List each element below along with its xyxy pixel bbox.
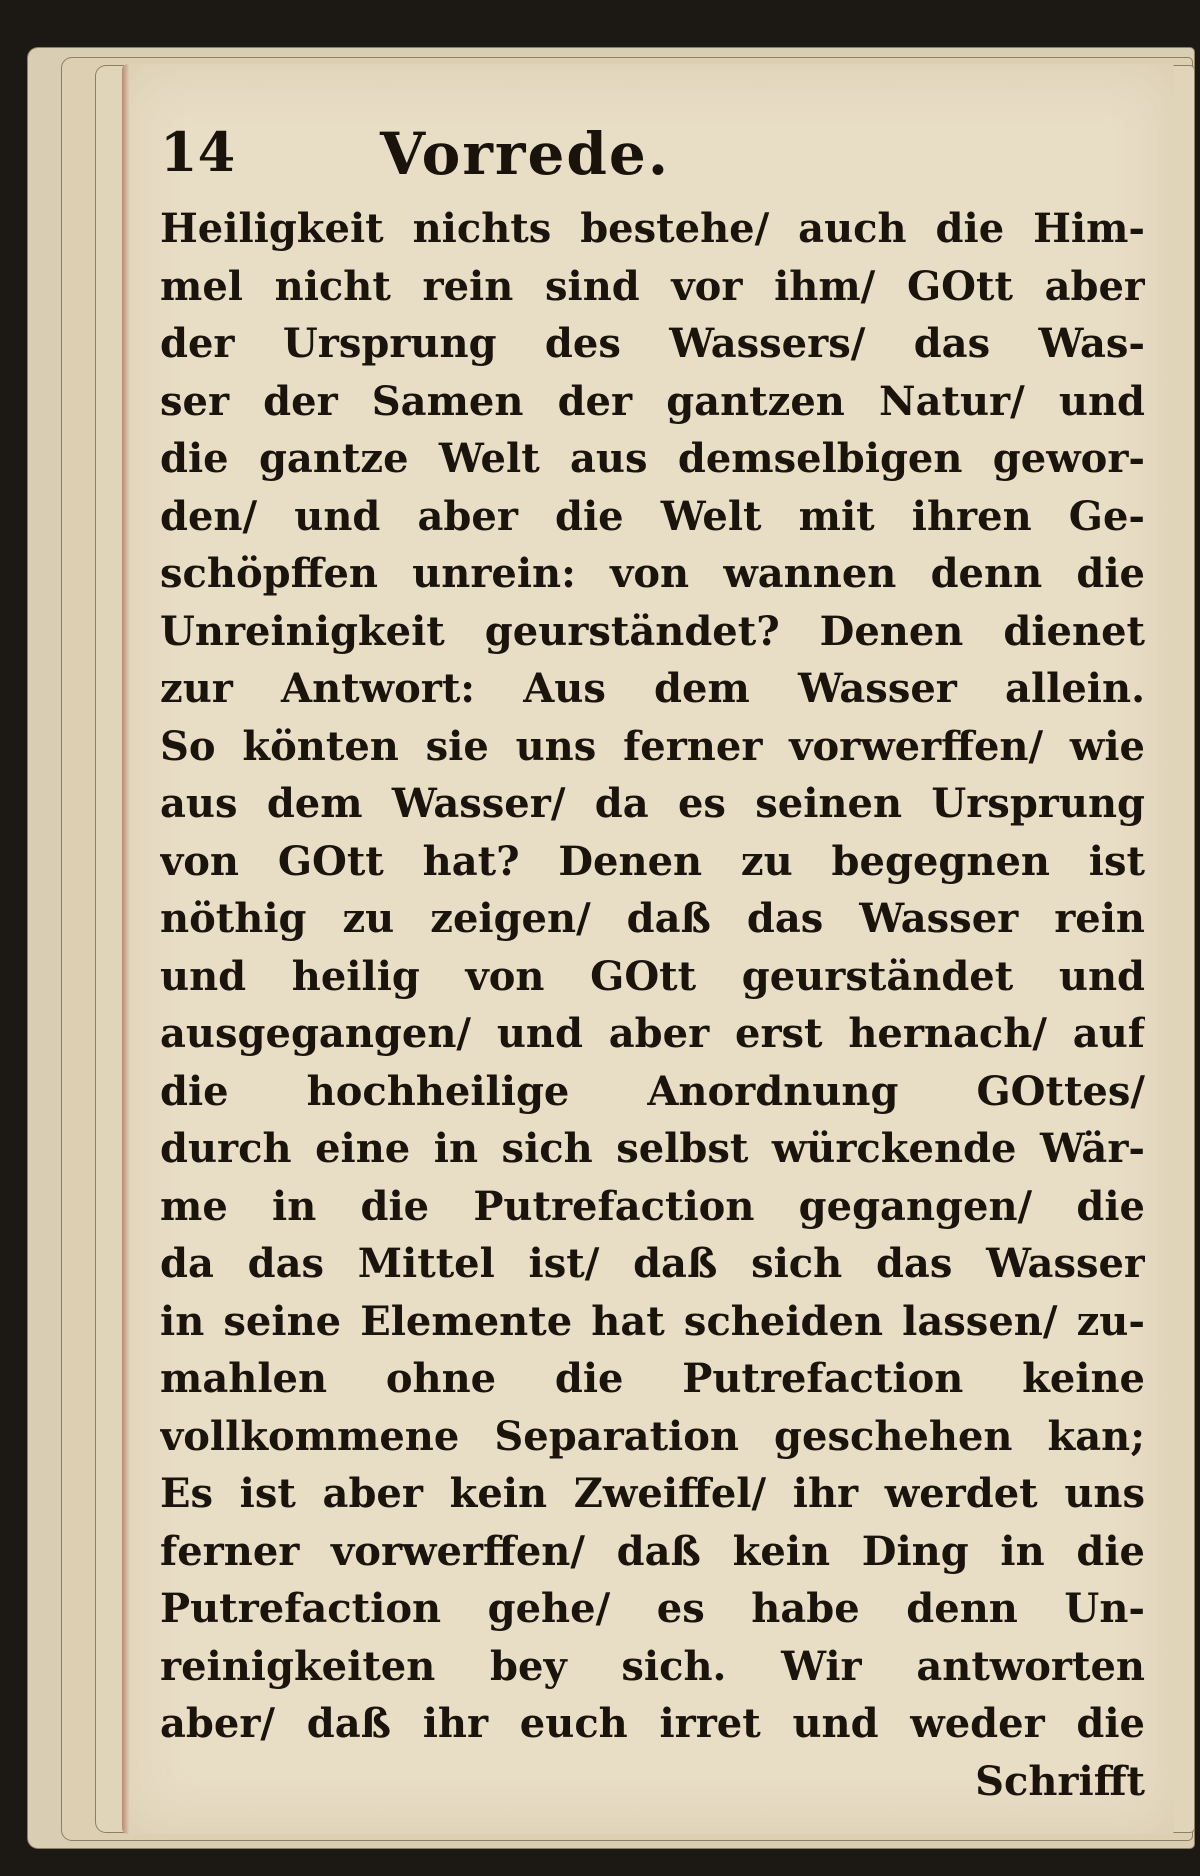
text-line: Unreinigkeit geurständet? Denen dienet	[160, 607, 1145, 655]
text-line: der Ursprung des Wassers/ das Was-	[160, 320, 1145, 367]
text-line: reinigkeiten bey sich. Wir antworten	[160, 1642, 1145, 1690]
text-line: nöthig zu zeigen/ daß das Wasser rein	[160, 895, 1145, 942]
page-edge	[122, 64, 130, 1834]
text-line: So könten sie uns ferner vorwerffen/ wie	[160, 722, 1145, 770]
text-line: durch eine in sich selbst würckende Wär-	[160, 1125, 1145, 1172]
text-line: aber/ daß ihr euch irret und weder die	[160, 1700, 1145, 1747]
text-line: ausgegangen/ und aber erst hernach/ auf	[160, 1010, 1145, 1057]
text-line: da das Mittel ist/ daß sich das Wasser	[160, 1240, 1145, 1287]
text-line: von GOtt hat? Denen zu begegnen ist	[160, 837, 1145, 885]
text-line: und heilig von GOtt geurständet und	[160, 952, 1145, 1000]
text-line: me in die Putrefaction gegangen/ die	[160, 1182, 1145, 1230]
text-line: Putrefaction gehe/ es habe denn Un-	[160, 1585, 1145, 1632]
text-line: aus dem Wasser/ da es seinen Ursprung	[160, 780, 1145, 827]
catchword: Schrifft	[975, 1757, 1145, 1805]
text-line: zur Antwort: Aus dem Wasser allein.	[160, 665, 1145, 712]
text-line: die gantze Welt aus demselbigen gewor-	[160, 435, 1145, 482]
text-line: in seine Elemente hat scheiden lassen/ zu-	[160, 1297, 1145, 1345]
running-head: Vorrede.	[380, 120, 671, 188]
body-text	[160, 200, 1145, 1810]
text-line: ferner vorwerffen/ daß kein Ding in die	[160, 1527, 1145, 1575]
page-header	[160, 120, 1060, 190]
text-line: die hochheilige Anordnung GOttes/	[160, 1067, 1145, 1115]
text-line: den/ und aber die Welt mit ihren Ge-	[160, 492, 1145, 540]
text-line: mel nicht rein sind vor ihm/ GOtt aber	[160, 262, 1145, 310]
text-line: Es ist aber kein Zweiffel/ ihr werdet uns	[160, 1470, 1145, 1517]
text-line: ser der Samen der gantzen Natur/ und	[160, 377, 1145, 425]
text-line: schöpffen unrein: von wannen denn die	[160, 550, 1145, 597]
text-line: vollkommene Separation geschehen kan;	[160, 1412, 1145, 1460]
text-line: Heiligkeit nichts bestehe/ auch die Him-	[160, 205, 1145, 252]
page-number: 14	[160, 120, 236, 184]
text-line: mahlen ohne die Putrefaction keine	[160, 1355, 1145, 1402]
